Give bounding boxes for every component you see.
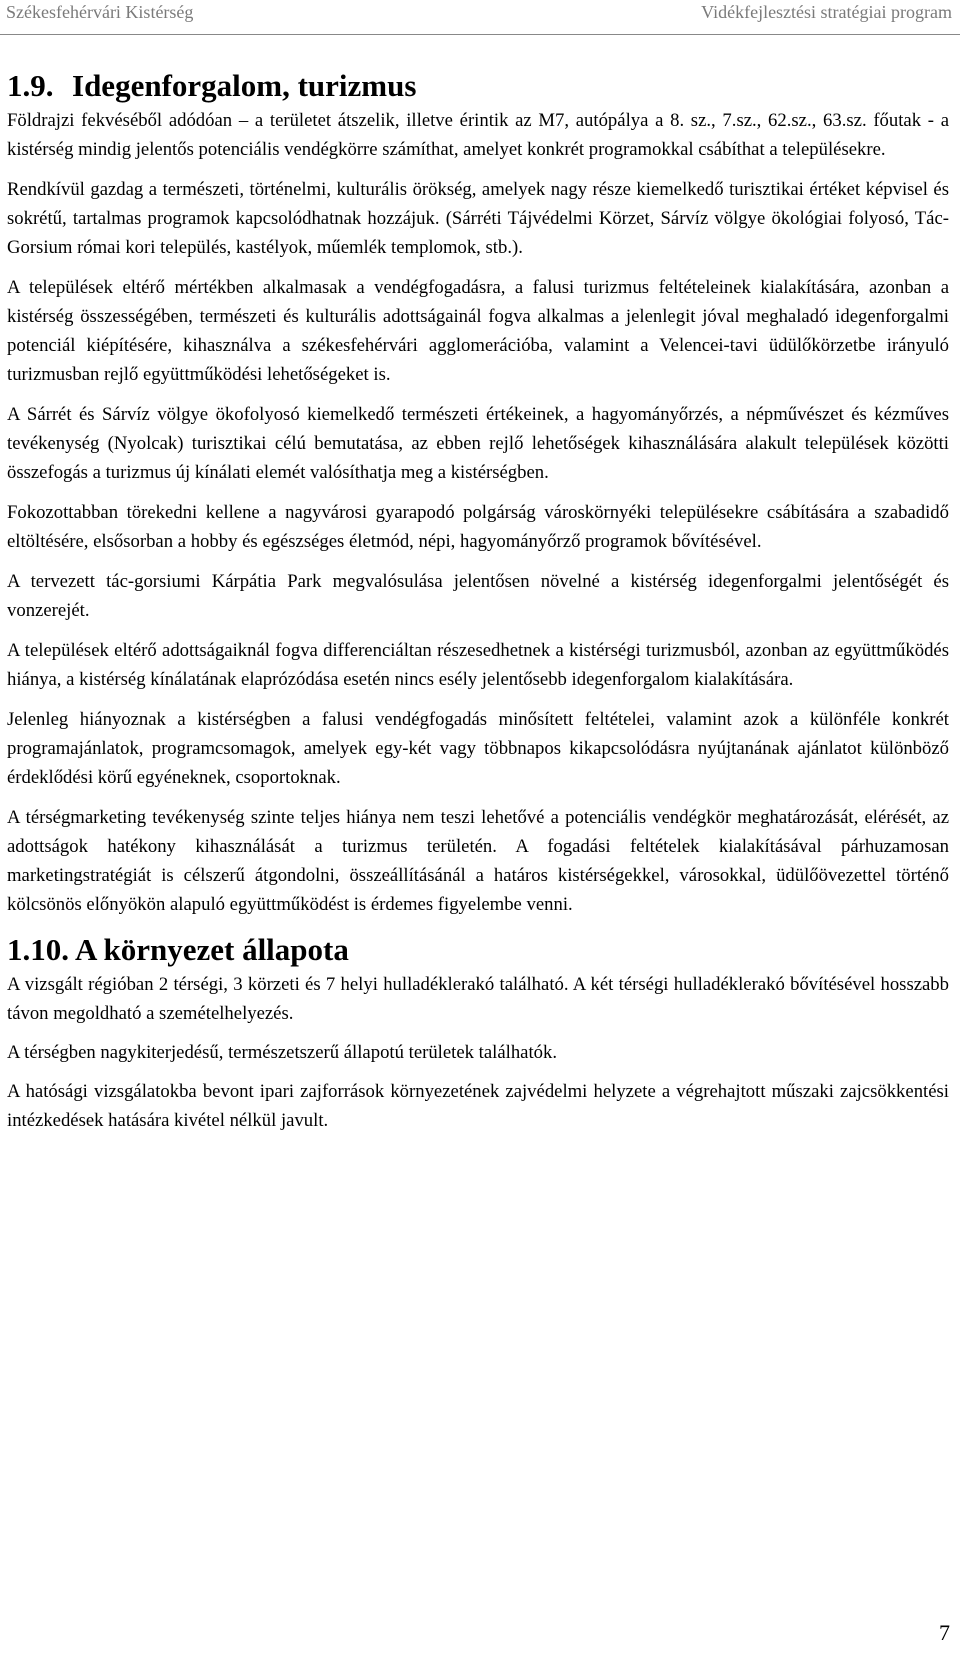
section-title: Idegenforgalom, turizmus [72,68,417,103]
header-right-text: Vidékfejlesztési stratégiai program [701,2,952,22]
paragraph: A térségmarketing tevékenység szinte teljes hiánya nem teszi lehetővé a potenciális vendégkör meghatározását, elérését, az adottságok hatékony kihasználását a turizmus területén. A fogadási feltételek kialakításával párhuzamosan marketingstratégiát is célszerű átgondolni, összeállításánál a határos kistérségekkel, városokkal, üdülőövezettel történő kölcsönös előnyökön alapuló együttműködést is érdemes figyelembe venni. [7,807,949,915]
page-number: 7 [939,1620,950,1645]
paragraph: A térségben nagykiterjedésű, természetszerű állapotú területek találhatók. [7,1042,558,1063]
section-number: 1.10. [7,932,69,967]
paragraph: A vizsgált régióban 2 térségi, 3 körzeti és 7 helyi hulladéklerakó található. A két térségi hulladéklerakó bővítésével hosszabb távon megoldható a szemételhelyezés. [7,974,949,1024]
section-heading-environment [7,930,949,970]
paragraph: Földrajzi fekvéséből adódóan – a területet átszelik, illetve érintik az M7, autópálya a 8. sz., 7.sz., 62.sz., 63.sz. főutak - a kistérség mindig jelentős potenciális vendégkörre számíthat, amelyet konkrét programokkal csábíthat a településekre. [7,110,949,160]
header-left-text: Székesfehérvári Kistérség [6,2,194,22]
page-header [0,0,960,40]
paragraph: Fokozottabban törekedni kellene a nagyvárosi gyarapodó polgárság városkörnyéki településekre csábítására a szabadidő eltöltésére, elsősorban a hobby és egészséges életmód, népi, hagyományőrző programok bővítésével. [7,502,949,552]
section-title: A környezet állapota [75,932,349,967]
paragraph: A Sárrét és Sárvíz völgye ökofolyosó kiemelkedő természeti értékeinek, a hagyományőrzés, a népművészet és kézműves tevékenység (Nyolcak) turisztikai célú bemutatása, az ebben rejlő lehetőségek kihasználására alakult települések közötti összefogás a turizmus új kínálati elemét valósíthatja meg a kistérségben. [7,404,949,483]
section-heading-tourism [7,66,949,106]
paragraph: A tervezett tác-gorsiumi Kárpátia Park megvalósulása jelentősen növelné a kistérség idegenforgalmi jelentőségét és vonzerejét. [7,571,949,621]
paragraph: A hatósági vizsgálatokba bevont ipari zajforrások környezetének zajvédelmi helyzete a végrehajtott műszaki zajcsökkentési intézkedések hatására kivétel nélkül javult. [7,1081,949,1131]
paragraph: A települések eltérő adottságaiknál fogva differenciáltan részesedhetnek a kistérségi turizmusból, azonban az együttműködés hiánya, a kistérség kínálatának elaprózódása esetén nincs esély jelentősebb idegenforgalom kialakítására. [7,640,949,690]
paragraph: Jelenleg hiányoznak a kistérségben a falusi vendégfogadás minősített feltételei, valamint azok a különféle konkrét programajánlatok, programcsomagok, amelyek egy-két vagy többnapos kikapcsolódásra nyújtanának ajánlatot különböző érdeklődési körű egyéneknek, csoportoknak. [7,709,949,788]
paragraph: A települések eltérő mértékben alkalmasak a vendégfogadásra, a falusi turizmus feltételeinek kialakítására, azonban a kistérség összességében, természeti és kulturális adottságainál fogva alkalmas a jelenlegit jóval meghaladó idegenforgalmi potenciál kiépítésére, kihasználva a székesfehérvári agglomerációba, valamint a Velencei-tavi üdülőkörzetbe irányuló turizmusban rejlő együttműködési lehetőségeket is. [7,277,949,385]
section-number: 1.9. [7,68,54,103]
paragraph: Rendkívül gazdag a természeti, történelmi, kulturális örökség, amelyek nagy része kiemelkedő turisztikai értéket képvisel és sokrétű, tartalmas programok kapcsolódhatnak hozzájuk. (Sárréti Tájvédelmi Körzet, Sárvíz völgye ökológiai folyosó, Tác-Gorsium római kori település, kastélyok, műemlék templomok, stb.). [7,179,949,258]
header-divider [0,34,960,35]
document-body [7,66,949,1145]
